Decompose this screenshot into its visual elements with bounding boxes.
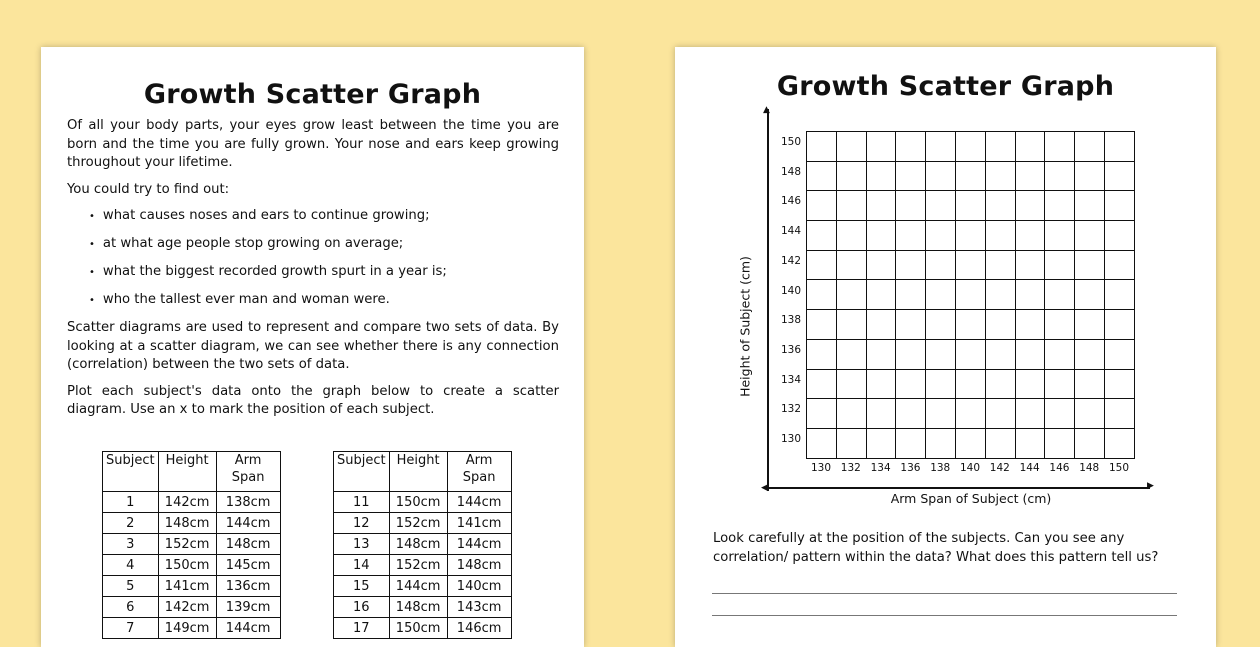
- table-cell: 142cm: [158, 597, 216, 618]
- column-header: Subject: [334, 452, 390, 492]
- grid-cell[interactable]: [985, 339, 1015, 369]
- grid-cell[interactable]: [866, 339, 896, 369]
- bullet-list: [89, 207, 559, 311]
- grid-cell[interactable]: [1104, 161, 1134, 191]
- grid-cell[interactable]: [836, 161, 866, 191]
- grid-cell[interactable]: [866, 191, 896, 221]
- page-title: Growth Scatter Graph: [776, 71, 1115, 102]
- grid-cell[interactable]: [807, 399, 837, 429]
- table-row: [334, 555, 512, 576]
- grid-cell[interactable]: [926, 191, 956, 221]
- grid-cell[interactable]: [985, 280, 1015, 310]
- grid-cell[interactable]: [807, 132, 837, 162]
- grid-cell[interactable]: [807, 369, 837, 399]
- x-tick-label: 142: [989, 462, 1010, 474]
- table-row: [103, 555, 281, 576]
- grid-cell[interactable]: [866, 369, 896, 399]
- worksheet-page-left: [41, 47, 584, 647]
- y-tick-label: 130: [781, 433, 802, 445]
- table-cell: 136cm: [216, 576, 280, 597]
- grid-cell[interactable]: [955, 280, 985, 310]
- grid-cell[interactable]: [985, 161, 1015, 191]
- grid-cell[interactable]: [1075, 221, 1105, 251]
- table-cell: 145cm: [216, 555, 280, 576]
- grid-cell[interactable]: [955, 132, 985, 162]
- grid-cell[interactable]: [836, 369, 866, 399]
- table-cell: 152cm: [389, 513, 447, 534]
- grid-cell[interactable]: [1104, 132, 1134, 162]
- grid-cell[interactable]: [807, 310, 837, 340]
- grid-cell[interactable]: [807, 161, 837, 191]
- table-cell: 144cm: [216, 513, 280, 534]
- table-cell: 144cm: [216, 618, 280, 639]
- grid-cell[interactable]: [955, 221, 985, 251]
- table-row: [103, 618, 281, 639]
- grid-cell[interactable]: [1104, 310, 1134, 340]
- column-header: Arm Span: [216, 452, 280, 492]
- grid-cell[interactable]: [1015, 310, 1045, 340]
- grid-cell[interactable]: [896, 221, 926, 251]
- grid-cell[interactable]: [985, 428, 1015, 458]
- grid-cell[interactable]: [1015, 250, 1045, 280]
- grid-cell[interactable]: [807, 250, 837, 280]
- y-tick-label: 142: [781, 254, 802, 267]
- grid-cell[interactable]: [836, 339, 866, 369]
- y-tick-label: 146: [781, 195, 802, 208]
- grid-cell[interactable]: [955, 161, 985, 191]
- grid-cell[interactable]: [926, 310, 956, 340]
- x-tick-label: 130: [811, 462, 832, 474]
- table-cell: 144cm: [447, 492, 511, 513]
- grid-cell[interactable]: [1104, 280, 1134, 310]
- grid-cell[interactable]: [926, 369, 956, 399]
- grid-cell[interactable]: [1045, 280, 1075, 310]
- table-cell: 144cm: [389, 576, 447, 597]
- y-tick-label: 150: [781, 136, 802, 148]
- y-tick-label: 148: [781, 165, 802, 178]
- grid-cell[interactable]: [807, 191, 837, 221]
- grid-cell[interactable]: [836, 132, 866, 162]
- grid-cell[interactable]: [866, 280, 896, 310]
- table-cell: 152cm: [158, 534, 216, 555]
- grid-cell[interactable]: [1015, 221, 1045, 251]
- grid-cell[interactable]: [955, 339, 985, 369]
- body-text: [67, 117, 559, 428]
- grid-cell[interactable]: [926, 339, 956, 369]
- table-row: [103, 492, 281, 513]
- grid-cell[interactable]: [1104, 369, 1134, 399]
- table-cell: 139cm: [216, 597, 280, 618]
- table-cell: 16: [334, 597, 390, 618]
- bullet-item: • what causes noses and ears to continue growing;: [89, 207, 559, 227]
- column-header: Height: [158, 452, 216, 492]
- x-axis-label: Arm Span of Subject (cm): [890, 491, 1052, 506]
- grid-cell[interactable]: [896, 132, 926, 162]
- grid-cell[interactable]: [1075, 250, 1105, 280]
- table-cell: 150cm: [389, 492, 447, 513]
- table-cell: 140cm: [447, 576, 511, 597]
- grid-cell[interactable]: [1075, 191, 1105, 221]
- grid-cell[interactable]: [985, 191, 1015, 221]
- grid-cell[interactable]: [866, 250, 896, 280]
- grid-cell[interactable]: [896, 161, 926, 191]
- table-row: [334, 513, 512, 534]
- grid-cell[interactable]: [1104, 399, 1134, 429]
- grid-cell[interactable]: [896, 369, 926, 399]
- grid-cell[interactable]: [896, 339, 926, 369]
- data-table-2: [333, 451, 512, 639]
- y-tick-label: 136: [781, 343, 802, 356]
- table-cell: 11: [334, 492, 390, 513]
- grid-cell[interactable]: [866, 221, 896, 251]
- grid-cell[interactable]: [955, 399, 985, 429]
- grid-cell[interactable]: [1045, 399, 1075, 429]
- grid-cell[interactable]: [807, 221, 837, 251]
- grid-cell[interactable]: [985, 250, 1015, 280]
- table-cell: 6: [103, 597, 159, 618]
- column-header: Height: [389, 452, 447, 492]
- grid-cell[interactable]: [1045, 132, 1075, 162]
- grid-cell[interactable]: [1045, 339, 1075, 369]
- grid-cell[interactable]: [866, 310, 896, 340]
- table-cell: 148cm: [158, 513, 216, 534]
- bullet-item: • at what age people stop growing on average;: [89, 235, 559, 255]
- grid-cell[interactable]: [1104, 221, 1134, 251]
- grid-cell[interactable]: [1075, 339, 1105, 369]
- table-cell: 3: [103, 534, 159, 555]
- grid-cell[interactable]: [1045, 310, 1075, 340]
- grid-cell[interactable]: [1045, 191, 1075, 221]
- grid-cell[interactable]: [866, 399, 896, 429]
- grid-cell[interactable]: [926, 280, 956, 310]
- grid-cell[interactable]: [1075, 280, 1105, 310]
- column-header: Subject: [103, 452, 159, 492]
- grid-cell[interactable]: [896, 428, 926, 458]
- grid-cell[interactable]: [866, 132, 896, 162]
- grid-cell[interactable]: [866, 428, 896, 458]
- table-row: [334, 492, 512, 513]
- table-cell: 152cm: [389, 555, 447, 576]
- table-row: [334, 534, 512, 555]
- grid-cell[interactable]: [1075, 399, 1105, 429]
- x-axis: [765, 487, 1150, 489]
- grid-cell[interactable]: [926, 428, 956, 458]
- table-cell: 148cm: [447, 555, 511, 576]
- grid-cell[interactable]: [836, 191, 866, 221]
- data-table-1: [102, 451, 281, 639]
- grid-cell[interactable]: [1075, 369, 1105, 399]
- table-cell: 5: [103, 576, 159, 597]
- grid-cell[interactable]: [985, 132, 1015, 162]
- grid-cell[interactable]: [1015, 428, 1045, 458]
- grid-cell[interactable]: [1075, 428, 1105, 458]
- answer-line[interactable]: [712, 615, 1177, 616]
- x-tick-label: 134: [870, 462, 891, 474]
- x-arrow-left-icon: ◀: [761, 483, 768, 493]
- worksheet-page-right: [675, 47, 1216, 647]
- y-tick-label: 132: [781, 403, 802, 416]
- bullet-item: • who the tallest ever man and woman were.: [89, 291, 559, 311]
- grid-cell[interactable]: [1015, 191, 1045, 221]
- table-cell: 148cm: [389, 597, 447, 618]
- table-cell: 150cm: [158, 555, 216, 576]
- table-cell: 2: [103, 513, 159, 534]
- grid-cell[interactable]: [1045, 428, 1075, 458]
- y-tick-label: 140: [781, 284, 802, 297]
- table-row: [103, 513, 281, 534]
- grid-cell[interactable]: [926, 250, 956, 280]
- table-cell: 150cm: [389, 618, 447, 639]
- grid-cell[interactable]: [1104, 428, 1134, 458]
- grid-cell[interactable]: [1045, 250, 1075, 280]
- table-cell: 149cm: [158, 618, 216, 639]
- grid-cell[interactable]: [1104, 250, 1134, 280]
- table-header-row: [334, 452, 512, 492]
- table-row: [334, 597, 512, 618]
- table-cell: 143cm: [447, 597, 511, 618]
- grid-cell[interactable]: [807, 280, 837, 310]
- grid-cell[interactable]: [955, 369, 985, 399]
- table-cell: 15: [334, 576, 390, 597]
- grid-cell[interactable]: [955, 428, 985, 458]
- grid-cell[interactable]: [1045, 161, 1075, 191]
- table-cell: 12: [334, 513, 390, 534]
- page-title: Growth Scatter Graph: [143, 79, 482, 110]
- grid-cell[interactable]: [985, 369, 1015, 399]
- grid-cell[interactable]: [836, 250, 866, 280]
- x-tick-label: 132: [840, 462, 861, 474]
- table-cell: 142cm: [158, 492, 216, 513]
- table-row: [103, 576, 281, 597]
- grid-cell[interactable]: [955, 191, 985, 221]
- table-cell: 148cm: [216, 534, 280, 555]
- grid-cell[interactable]: [836, 221, 866, 251]
- y-tick-label: 138: [781, 314, 802, 327]
- table-row: [334, 576, 512, 597]
- table-cell: 13: [334, 534, 390, 555]
- x-tick-label: 150: [1109, 462, 1130, 474]
- grid-cell[interactable]: [896, 280, 926, 310]
- table-cell: 4: [103, 555, 159, 576]
- graph-grid[interactable]: [806, 131, 1135, 459]
- x-tick-label: 148: [1079, 462, 1100, 474]
- grid-cell[interactable]: [836, 399, 866, 429]
- grid-cell[interactable]: [926, 221, 956, 251]
- table-cell: 1: [103, 492, 159, 513]
- table-cell: 144cm: [447, 534, 511, 555]
- table-cell: 7: [103, 618, 159, 639]
- table-cell: 14: [334, 555, 390, 576]
- grid-cell[interactable]: [926, 132, 956, 162]
- grid-cell[interactable]: [896, 250, 926, 280]
- x-tick-label: 138: [930, 462, 951, 474]
- find-out-text: You could try to find out:: [67, 181, 230, 197]
- y-axis-label: Height of Subject (cm): [737, 256, 753, 397]
- table-cell: 146cm: [447, 618, 511, 639]
- grid-cell[interactable]: [896, 310, 926, 340]
- grid-cell[interactable]: [896, 191, 926, 221]
- y-tick-label: 144: [781, 225, 802, 238]
- grid-cell[interactable]: [1075, 161, 1105, 191]
- grid-cell[interactable]: [1075, 132, 1105, 162]
- table-cell: 17: [334, 618, 390, 639]
- grid-cell[interactable]: [1015, 280, 1045, 310]
- x-tick-label: 146: [1049, 462, 1070, 474]
- table-cell: 141cm: [447, 513, 511, 534]
- grid-cell[interactable]: [866, 161, 896, 191]
- y-axis: [767, 109, 769, 491]
- grid-cell[interactable]: [1075, 310, 1105, 340]
- grid-cell[interactable]: [1045, 221, 1075, 251]
- grid-cell[interactable]: [1015, 132, 1045, 162]
- x-tick-label: 144: [1019, 462, 1040, 474]
- grid-cell[interactable]: [896, 399, 926, 429]
- y-tick-label: 134: [781, 373, 802, 386]
- grid-cell[interactable]: [985, 399, 1015, 429]
- grid-cell[interactable]: [1015, 161, 1045, 191]
- grid-cell[interactable]: [1015, 369, 1045, 399]
- grid-cell[interactable]: [807, 339, 837, 369]
- instructions-text: Plot each subject's data onto the graph below to create a scatter diagram. Use an x to mark the position of each subject.: [67, 383, 559, 417]
- grid-cell[interactable]: [836, 428, 866, 458]
- grid-cell[interactable]: [836, 280, 866, 310]
- answer-line[interactable]: [712, 593, 1177, 594]
- scatter-text: Scatter diagrams are used to represent and compare two sets of data. By looking at a scatter diagram, we can see whether there is any connection (correlation) between the two sets of data.: [67, 320, 559, 372]
- grid-cell[interactable]: [955, 310, 985, 340]
- column-header: Arm Span: [447, 452, 511, 492]
- grid-cell[interactable]: [1104, 339, 1134, 369]
- y-arrow-icon: ▲: [763, 105, 770, 115]
- x-arrow-icon: ▶: [1147, 481, 1154, 491]
- table-cell: 148cm: [389, 534, 447, 555]
- table-row: [103, 597, 281, 618]
- x-tick-label: 140: [960, 462, 981, 474]
- table-row: [334, 618, 512, 639]
- grid-cell[interactable]: [807, 428, 837, 458]
- grid-cell[interactable]: [836, 310, 866, 340]
- table-header-row: [103, 452, 281, 492]
- bullet-item: • what the biggest recorded growth spurt in a year is;: [89, 263, 559, 283]
- table-row: [103, 534, 281, 555]
- x-tick-label: 136: [900, 462, 921, 474]
- grid-cell[interactable]: [926, 399, 956, 429]
- grid-cell[interactable]: [1104, 191, 1134, 221]
- grid-cell[interactable]: [1015, 339, 1045, 369]
- question-text: Look carefully at the position of the subjects. Can you see any correlation/ pattern within the data? What does this pattern tell us?: [713, 531, 1159, 565]
- grid-cell[interactable]: [985, 310, 1015, 340]
- grid-cell[interactable]: [1045, 369, 1075, 399]
- grid-cell[interactable]: [955, 250, 985, 280]
- grid-cell[interactable]: [1015, 399, 1045, 429]
- table-cell: 141cm: [158, 576, 216, 597]
- intro-text: Of all your body parts, your eyes grow least between the time you are born and the time you are fully grown. Your nose and ears keep growing throughout your lifetime.: [67, 118, 559, 170]
- table-cell: 138cm: [216, 492, 280, 513]
- grid-cell[interactable]: [985, 221, 1015, 251]
- grid-cell[interactable]: [926, 161, 956, 191]
